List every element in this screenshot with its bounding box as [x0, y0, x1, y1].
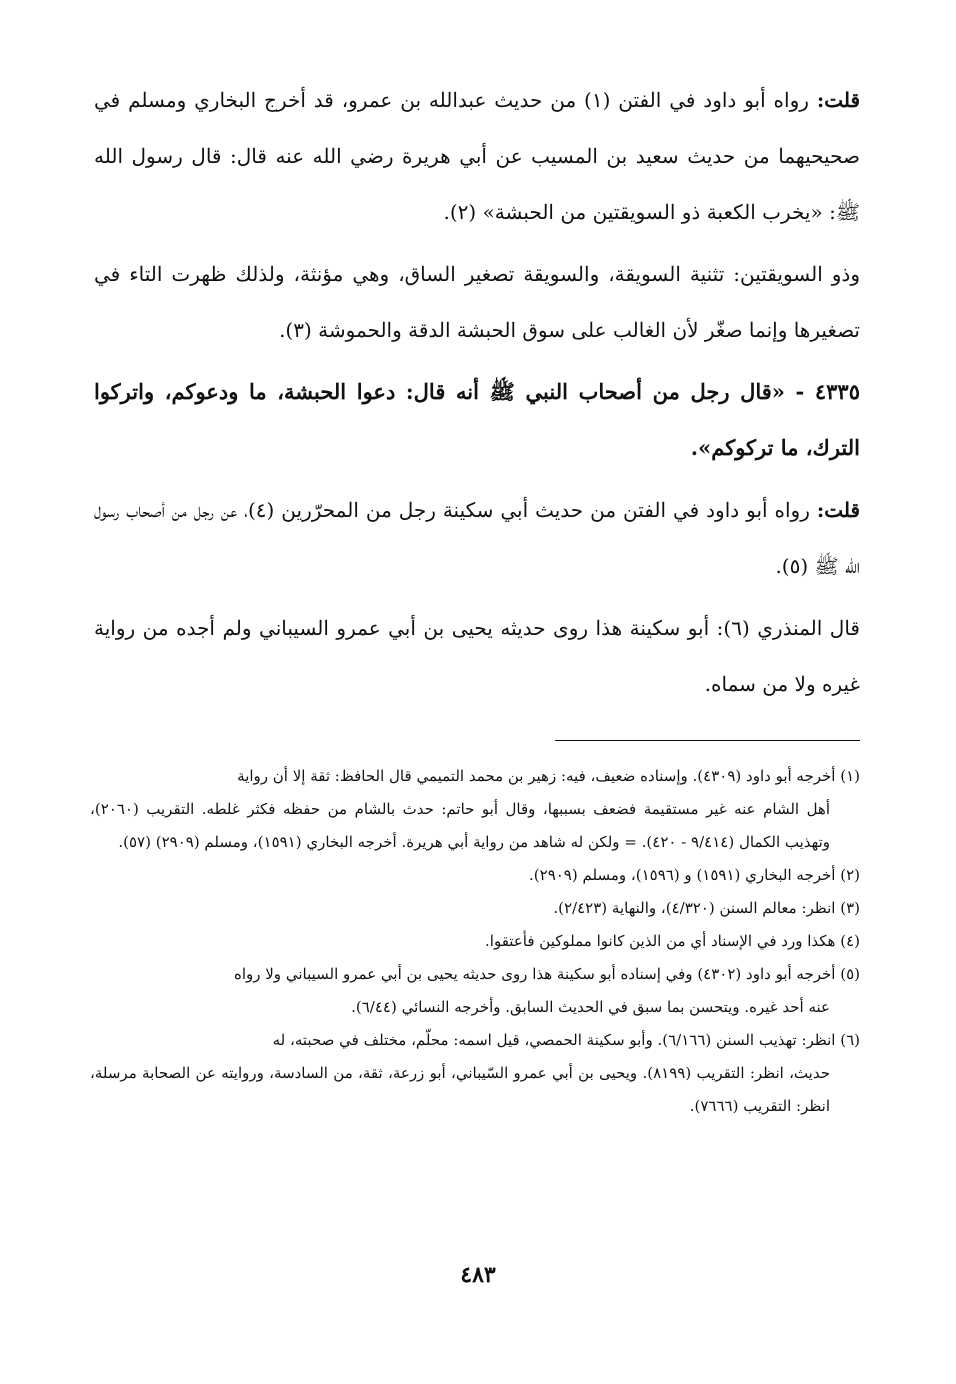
paragraph-2	[94, 246, 860, 358]
footnotes	[90, 760, 860, 1123]
footnote-2	[90, 859, 860, 892]
footnote-6-rest: حديث، انظر: التقريب (٨١٩٩). ويحيى بن أبي عمرو السّيباني، أبو زرعة، ثقة، من السادسة، وروايته عن الصحابة مرسلة، انظر: التقريب (٧٦٦٦).	[90, 1064, 830, 1115]
footnote-3	[90, 892, 860, 925]
footnote-4-first: (٤) هكذا ورد في الإسناد أي من الذين كانوا مملوكين فأعتقوا.	[485, 932, 860, 950]
footnote-1-first: (١) أخرجه أبو داود (٤٣٠٩). وإسناده ضعيف، فيه: زهير بن محمد التميمي قال الحافظ: ثقة إلا أن رواية	[237, 767, 860, 785]
footnote-1	[90, 760, 860, 859]
hadith-4335-text: ٤٣٣٥ - «قال رجل من أصحاب النبي ﷺ أنه قال: دعوا الحبشة، ما ودعوكم، واتركوا الترك، ما تركوكم».	[94, 379, 860, 460]
paragraph-4-lead: قلت:	[816, 498, 861, 522]
paragraph-2-text: وذو السويقتين: تثنية السويقة، والسويقة تصغير الساق، وهي مؤنثة، ولذلك ظهرت التاء في تصغيرها وإنما صغّر لأن الغالب على سوق الحبشة الدقة والحموشة (٣).	[94, 262, 860, 342]
footnote-2-first: (٢) أخرجه البخاري (١٥٩١) و (١٥٩٦)، ومسلم (٢٩٠٩).	[529, 866, 860, 884]
footnote-6-first: (٦) انظر: تهذيب السنن (٦/١٦٦). وأبو سكينة الحمصي، قيل اسمه: محلّم، مختلف في صحبته، له	[272, 1031, 860, 1049]
footnote-separator	[555, 740, 860, 741]
footnote-6	[90, 1024, 860, 1123]
main-text	[94, 72, 860, 718]
hadith-4335	[94, 364, 860, 476]
footnote-3-first: (٣) انظر: معالم السنن (٤/٣٢٠)، والنهاية (٢/٤٢٣).	[553, 899, 860, 917]
footnote-5-first: (٥) أخرجه أبو داود (٤٣٠٢) وفي إسناده أبو سكينة هذا روى حديثه يحيى بن أبي عمرو السيباني ولا رواه	[233, 965, 860, 983]
paragraph-5	[94, 600, 860, 712]
footnote-5-rest: عنه أحد غيره. ويتحسن بما سبق في الحديث السابق. وأخرجه النسائي (٦/٤٤).	[351, 998, 830, 1016]
paragraph-1-text: رواه أبو داود في الفتن (١) من حديث عبدالله بن عمرو، قد أخرج البخاري ومسلم في صحيحيهما من حديث سعيد بن المسيب عن أبي هريرة رضي الله عنه قال: قال رسول الله ﷺ: «يخرب الكعبة ذو السويقتين من الحبشة» (٢).	[94, 88, 860, 224]
footnote-5	[90, 958, 860, 1024]
footnote-1-rest: أهل الشام عنه غير مستقيمة فضعف بسببها، وقال أبو حاتم: حدث بالشام من حفظه فكثر غلطه. التقريب (٢٠٦٠)، وتهذيب الكمال (٩/٤١٤ - ٤٢٠). = ولكن له شاهد من رواية أبي هريرة. أخرجه البخاري (١٥٩١)، ومسلم (٢٩٠٩) (٥٧).	[90, 800, 831, 851]
footnote-4	[90, 925, 860, 958]
page-number: ٤٨٣	[460, 1262, 496, 1288]
paragraph-1-lead: قلت:	[816, 88, 861, 112]
paragraph-4-text: رواه أبو داود في الفتن من حديث أبي سكينة رجل من المحرّرين (٤)، عن رجل من أصحاب رسول الله ﷺ (٥).	[94, 498, 860, 578]
paragraph-5-text: قال المنذري (٦): أبو سكينة هذا روى حديثه يحيى بن أبي عمرو السيباني ولم أجده من رواية غيره ولا من سماه.	[94, 616, 860, 696]
paragraph-4	[94, 482, 860, 594]
paragraph-1	[94, 72, 860, 240]
